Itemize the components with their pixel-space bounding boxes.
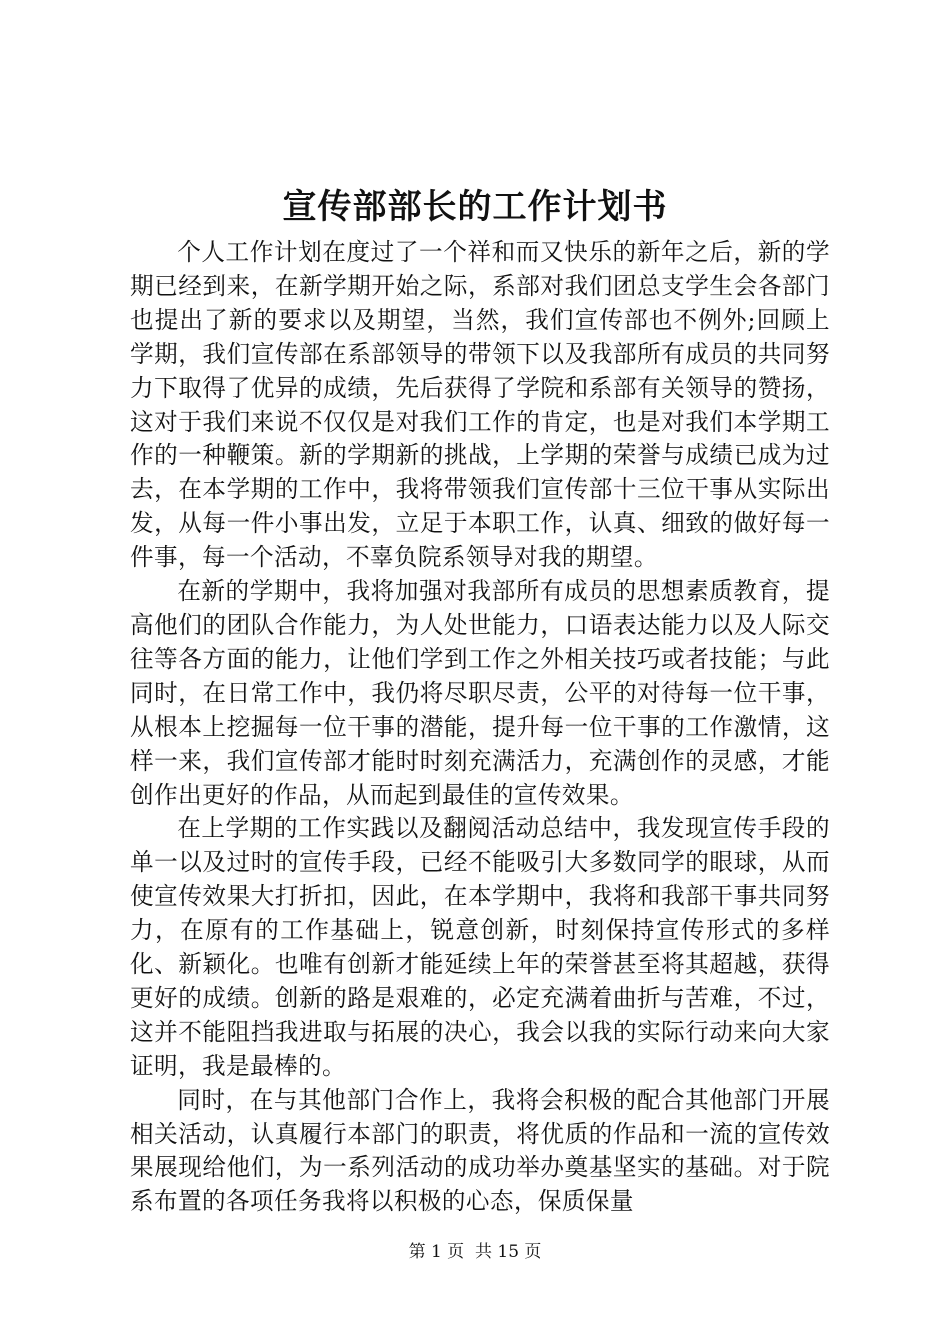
document-body <box>130 236 830 1219</box>
paragraph-3: 在上学期的工作实践以及翻阅活动总结中，我发现宣传手段的单一以及过时的宣传手段，已经不能吸引大多数同学的眼球，从而使宣传效果大打折扣，因此，在本学期中，我将和我部干事共同努力，在原有的工作基础上，锐意创新，时刻保持宣传形式的多样化、新颖化。也唯有创新才能延续上年的荣誉甚至将其超越，获得更好的成绩。创新的路是艰难的，必定充满着曲折与苦难，不过，这并不能阻挡我进取与拓展的决心，我会以我的实际行动来向大家证明，我是最棒的。 <box>130 814 830 1080</box>
page-number-label: 第 1 页 共 15 页 <box>408 1242 542 1262</box>
paragraph-4: 同时，在与其他部门合作上，我将会积极的配合其他部门开展相关活动，认真履行本部门的职责，将优质的作品和一流的宣传效果展现给他们，为一系列活动的成功举办奠基坚实的基础。对于院系布置的各项任务我将以积极的心态，保质保量 <box>130 1085 830 1216</box>
paragraph-1: 个人工作计划在度过了一个祥和而又快乐的新年之后，新的学期已经到来，在新学期开始之际，系部对我们团总支学生会各部门也提出了新的要求以及期望，当然，我们宣传部也不例外;回顾上学期，我们宣传部在系部领导的带领下以及我部所有成员的共同努力下取得了优异的成绩，先后获得了学院和系部有关领导的赞扬，这对于我们来说不仅仅是对我们工作的肯定，也是对我们本学期工作的一种鞭策。新的学期新的挑战，上学期的荣誉与成绩已成为过去，在本学期的工作中，我将带领我们宣传部十三位干事从实际出发，从每一件小事出发，立足于本职工作，认真、细致的做好每一件事，每一个活动，不辜负院系领导对我的期望。 <box>130 238 830 572</box>
paragraph-2: 在新的学期中，我将加强对我部所有成员的思想素质教育，提高他们的团队合作能力，为人处世能力，口语表达能力以及人际交往等各方面的能力，让他们学到工作之外相关技巧或者技能；与此同时，在日常工作中，我仍将尽职尽责，公平的对待每一位干事，从根本上挖掘每一位干事的潜能，提升每一位干事的工作激情，这样一来，我们宣传部才能时时刻充满活力，充满创作的灵感，才能创作出更好的作品，从而起到最佳的宣传效果。 <box>130 577 830 809</box>
page-footer <box>0 1240 950 1264</box>
document-title: 宣传部部长的工作计划书 <box>282 187 668 227</box>
